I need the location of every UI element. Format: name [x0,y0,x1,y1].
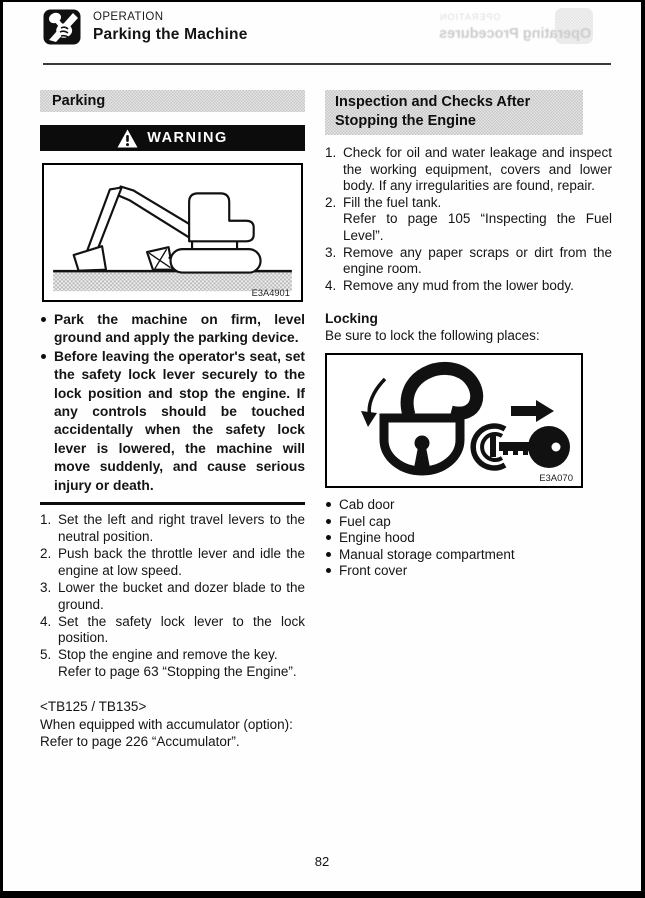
figure-code-label: E3A4901 [251,288,290,299]
bullet-icon [41,317,46,322]
section-header-parking [40,90,305,112]
step-item [40,580,305,614]
locking-heading: Locking [325,311,378,327]
step-text [58,647,305,681]
warning-bullet-text: Park the machine on firm, level ground and apply the parking device. [54,312,305,346]
bleed-through-text [439,12,591,42]
step-number: 3. [325,244,337,260]
page-title: Parking the Machine [93,26,248,43]
section-header-inspection [325,90,583,135]
bullet-icon [326,535,331,540]
bullet-icon [326,519,331,524]
list-item [325,530,612,547]
bullet-icon [326,552,331,557]
locking-item: Cab door [339,497,395,513]
list-item [40,348,305,495]
step-text: Remove any paper scraps or dirt from the engine room. [343,244,612,277]
step-item [325,195,612,245]
bullet-icon [41,354,46,359]
model-note-line: When equipped with accumulator (option): [40,716,293,732]
warning-label: WARNING [147,130,228,146]
list-item [325,563,612,580]
step-number: 5. [40,647,52,663]
step-reference: Refer to page 63 “Stopping the Engine”. [58,664,297,680]
step-text [343,195,612,245]
list-item [325,514,612,531]
step-item [40,512,305,546]
model-note-models: <TB125 / TB135> [40,699,147,715]
header-divider [43,63,611,65]
step-number: 2. [40,545,52,561]
section-title: Parking [52,93,106,109]
page-header [43,9,248,45]
locking-intro: Be sure to lock the following places: [325,328,540,344]
locking-item-list [325,497,612,580]
figure-parked-excavator [42,163,303,302]
step-number: 4. [325,277,337,293]
locking-item: Front cover [339,563,408,579]
right-column [325,90,612,580]
step-item [40,614,305,648]
section-title-line: Inspection and Checks After [335,94,531,110]
padlock-icon [361,369,477,472]
step-number: 1. [40,512,52,528]
chapter-kicker: OPERATION [93,11,164,23]
list-item [40,311,305,348]
bleed-through-title: Operating Procedures [438,26,591,42]
model-note [40,698,305,751]
step-text: Set the safety lock lever to the lock position. [58,613,305,646]
warning-bullet-list [40,311,305,495]
header-text [93,9,248,44]
page-number: 82 [314,854,330,869]
step-text: Remove any mud from the lower body. [343,277,574,293]
locking-item: Manual storage compartment [339,546,515,562]
step-text-line: Stop the engine and remove the key. [58,647,278,663]
inspection-steps [325,145,612,294]
bullet-icon [326,568,331,573]
step-number: 3. [40,579,52,595]
step-text: Set the left and right travel levers to the neutral position. [58,512,305,544]
step-item [40,546,305,580]
left-column [40,90,305,751]
step-item [40,647,305,681]
parking-steps [40,512,305,681]
list-item [325,497,612,514]
step-item [325,245,612,278]
step-number: 4. [40,613,52,629]
bleed-through-kicker: OPERATION [438,12,501,22]
locking-item: Engine hood [339,530,415,546]
page-footer [3,854,641,869]
warning-triangle-icon [117,129,138,148]
bullet-icon [326,502,331,507]
warning-bullet-text: Before leaving the operator's seat, set the safety lock lever securely to the lock position and stop the engine. If any controls should be touched accidentally when the safety lock lever is lowered, the machine will move suddenly, and cause serious injury or death. [54,348,305,493]
key-removal-icon [473,400,570,468]
step-text: Lower the bucket and dozer blade to the ground. [58,579,305,612]
locking-item: Fuel cap [339,513,391,529]
figure-code-label: E3A070 [539,473,573,485]
section-separator [40,502,305,505]
model-note-reference: Refer to page 226 “Accumulator”. [40,734,240,750]
figure-lock-and-key [325,353,583,488]
step-item [325,145,612,195]
step-text: Check for oil and water leakage and inspect the working equipment, covers and lower body. If any irregularities are found, repair. [343,145,612,194]
step-number: 2. [325,194,337,210]
step-item [325,278,612,295]
step-text: Push back the throttle lever and idle the engine at low speed. [58,545,305,578]
operation-hand-lever-icon [43,9,81,45]
list-item [325,547,612,564]
step-number: 1. [325,145,337,160]
step-text-line: Fill the fuel tank. [343,194,442,210]
section-title-line: Stopping the Engine [335,113,476,129]
warning-banner [40,125,305,151]
step-reference: Refer to page 105 “Inspecting the Fuel Level”. [343,211,612,243]
